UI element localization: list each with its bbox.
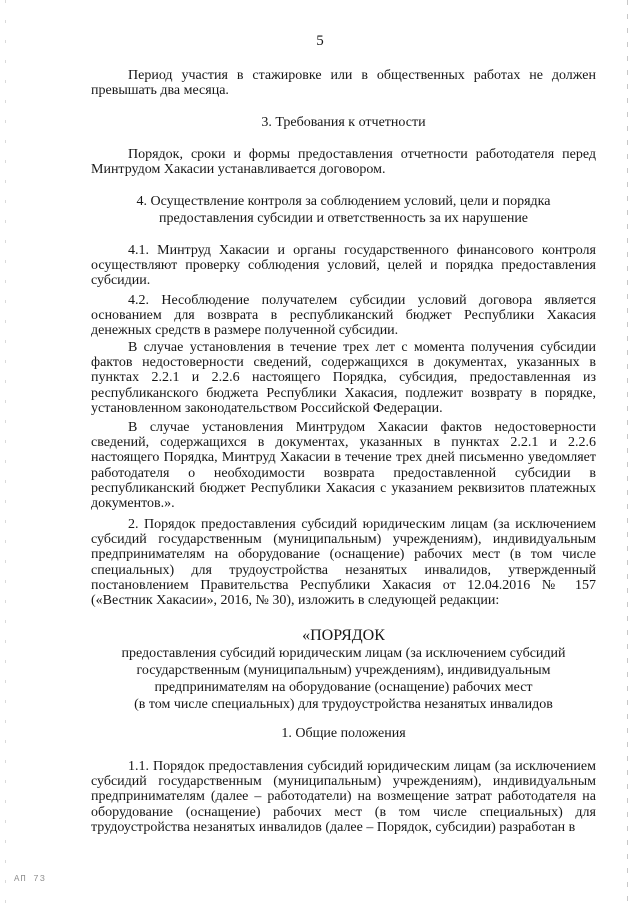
section-4-heading-line-2: предоставления субсидии и ответственность за их нарушение — [158, 210, 529, 226]
order-subtitle-line-3: предпринимателям на оборудование (оснащение) рабочих мест — [154, 680, 533, 695]
paragraph-mintrud-notice: В случае установления Минтрудом Хакасии фактов недостоверности сведений, содержащихся в документах, указанных в пунктах 2.2.1 и 2.2.6 настоящего Порядка, Минтруд Хакасии в течение трех дней письменно уведомляет работодателя о необходимости возврата предоставленной субсидии в республиканский бюджет Республики Хакасия с указанием реквизитов платежных документов.». — [91, 420, 596, 512]
order-subtitle-line-4: (в том числе специальных) для трудоустройства незанятых инвалидов — [134, 697, 553, 712]
paragraph-subsidy-return: В случае установления в течение трех лет с момента получения субсидии фактов недостоверности сведений, содержащихся в документах, указанных в пунктах 2.2.1 и 2.2.6 настоящего Порядка, субсидия, предоставленная из республиканского бюджета Республики Хакасия, подлежит возврату в порядке, установленном законодательством Российской Федерации. — [91, 340, 596, 416]
section-1-heading: 1. Общие положения — [281, 726, 406, 741]
page-number: 5 — [316, 33, 324, 49]
paragraph-1-1: 1.1. Порядок предоставления субсидий юридическим лицам (за исключением субсидий государственным (муниципальным) учреждениям), индивидуальным предпринимателям (далее – работодатели) на возмещение затрат работодателя на оборудование (оснащение) рабочих мест (в том числе специальных) для трудоустройства незанятых инвалидов (далее – Порядок, субсидии) разработан в — [91, 759, 596, 835]
order-title: «ПОРЯДОК — [302, 627, 385, 644]
scan-edge-right — [627, 0, 628, 905]
scan-edge-left — [5, 0, 6, 905]
order-subtitle-line-1: предоставления субсидий юридическим лицам (за исключением субсидий — [121, 646, 566, 661]
section-4-heading — [91, 194, 596, 227]
paragraph-reporting: Порядок, сроки и формы предоставления отчетности работодателя перед Минтрудом Хакасии устанавливается договором. — [91, 147, 596, 178]
order-subtitle-line-2: государственным (муниципальным) учреждениям), индивидуальным — [136, 663, 551, 678]
paragraph-2-order: 2. Порядок предоставления субсидий юридическим лицам (за исключением субсидий государственным (муниципальным) учреждениям), индивидуальным предпринимателям на оборудование (оснащение) рабочих мест (в том числе специальных) для трудоустройства незанятых инвалидов, утвержденный постановлением Правительства Республики Хакасия от 12.04.2016 № 157 («Вестник Хакасии», 2016, № 30), изложить в следующей редакции: — [91, 517, 596, 609]
section-3-heading: 3. Требования к отчетности — [261, 115, 426, 130]
footer-stamp: АП 73 — [14, 874, 47, 884]
section-4-heading-line-1: 4. Осуществление контроля за соблюдением условий, цели и порядка — [136, 194, 551, 209]
order-title-block — [91, 627, 596, 713]
paragraph-internship-period: Период участия в стажировке или в общественных работах не должен превышать два месяца. — [91, 68, 596, 99]
paragraph-4-2: 4.2. Несоблюдение получателем субсидии условий договора является основанием для возврата в республиканский бюджет Республики Хакасия денежных средств в размере полученной субсидии. — [91, 293, 596, 339]
paragraph-4-1: 4.1. Минтруд Хакасии и органы государственного финансового контроля осуществляют проверку соблюдения условий, целей и порядка предоставления субсидии. — [91, 243, 596, 289]
